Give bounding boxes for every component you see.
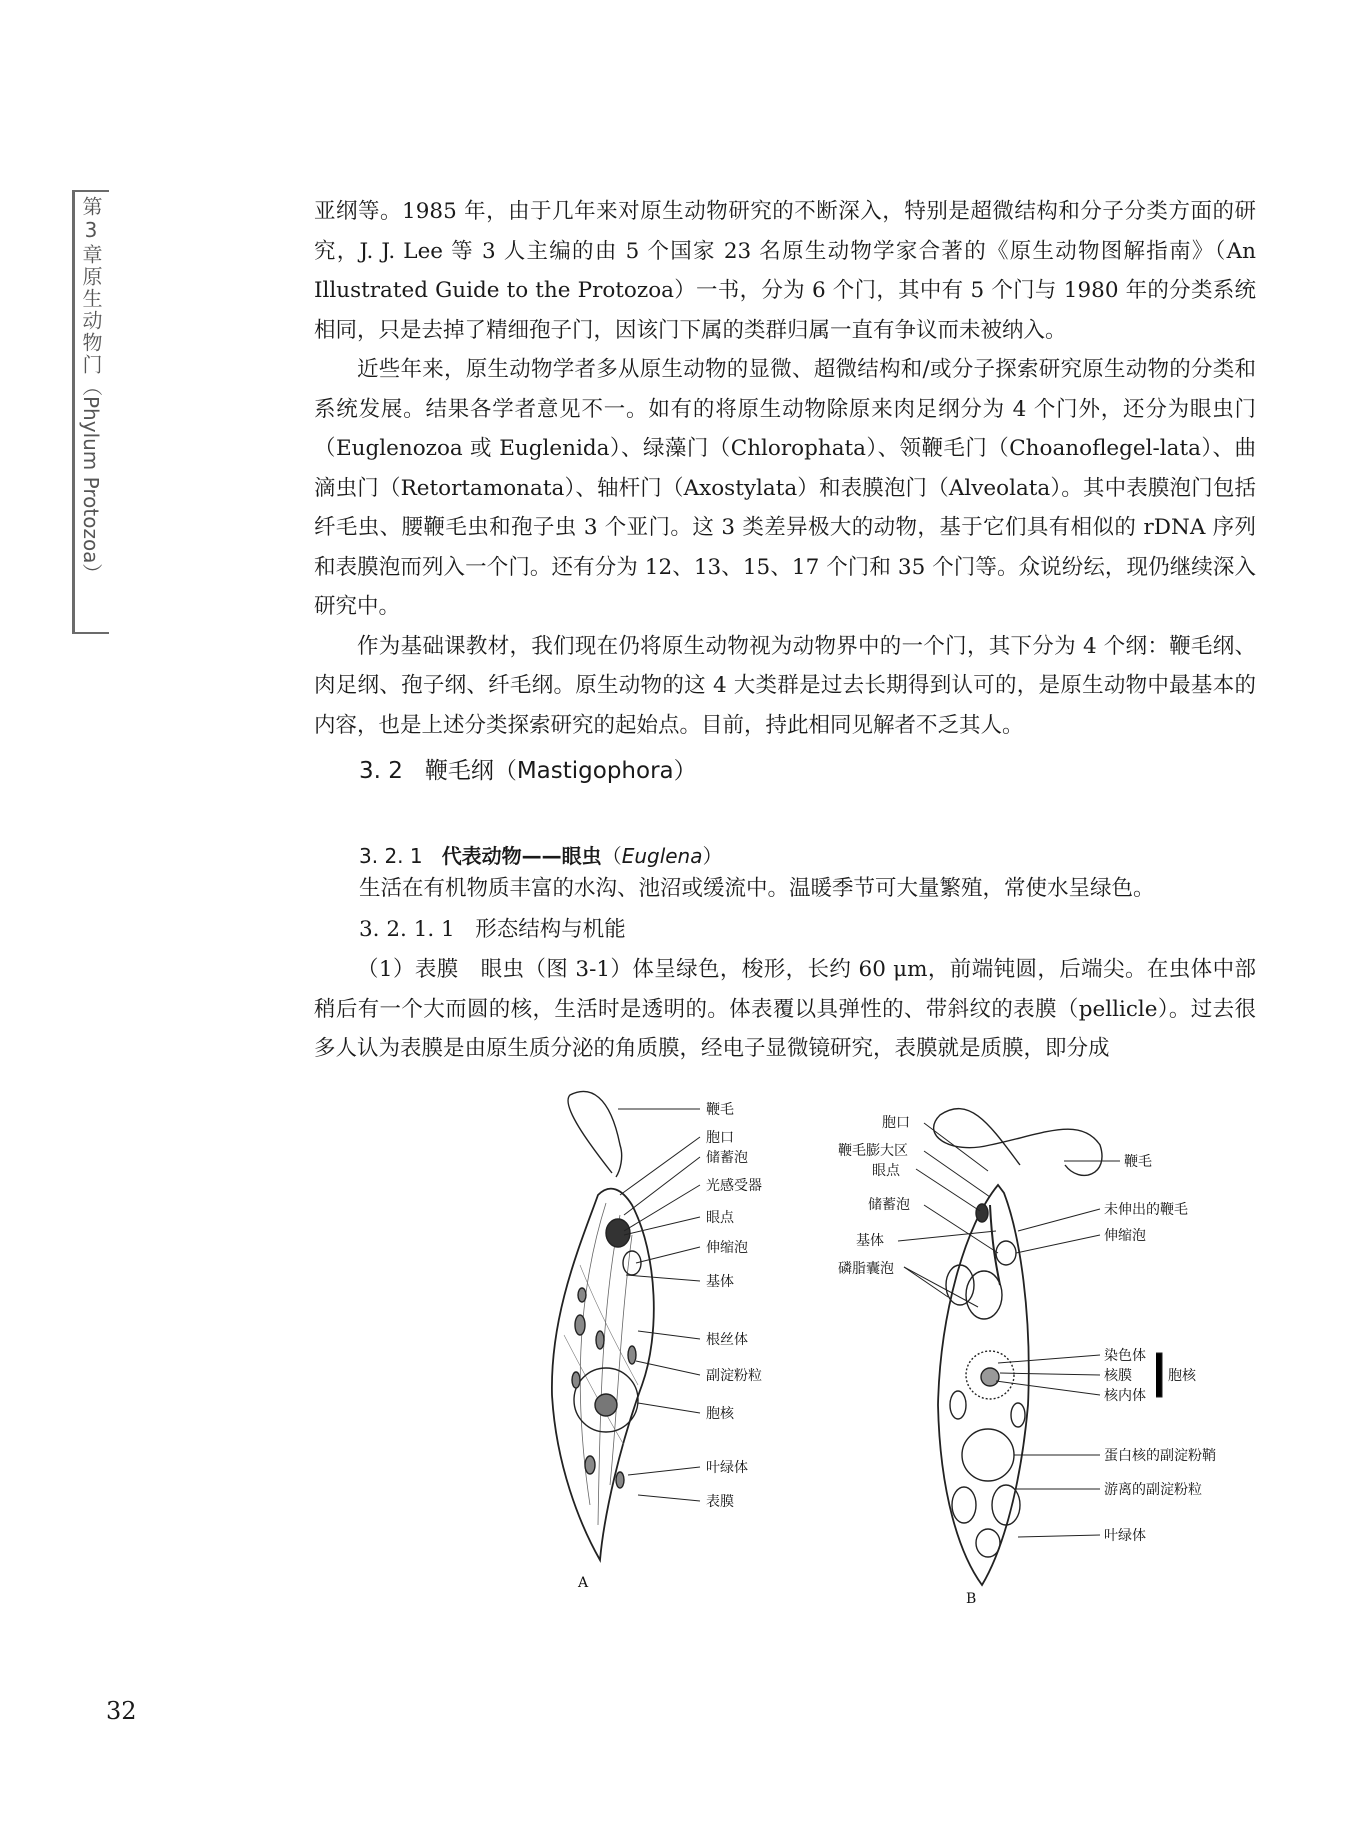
text-line: 近些年来，原生动物学者多从原生动物的显微、超微结构和/或分子探索研究原生动物 xyxy=(357,357,1170,382)
text-line: 作为基础课教材，我们现在仍将原生动物视为动物界中的一个门，其下分为 4 个纲：鞭 xyxy=(357,633,1191,659)
text-line: 物中最基本的内容，也是上述分类探索研究的起始点。目前，持此相同见解者不乏其人。 xyxy=(314,673,1256,738)
fig-panel-a-letter: A xyxy=(578,1575,589,1591)
chapter-side-text xyxy=(76,196,106,583)
text-line: 的研究，J. J. Lee 等 3 人主编的由 5 个国家 23 名原生动物学家合著的《原生动物图解指南》 xyxy=(314,199,1256,264)
panel-a-leader-lines xyxy=(618,1109,700,1501)
fig-b-label: 核膜 xyxy=(1104,1368,1132,1384)
panel-b-drawing xyxy=(934,1109,1102,1585)
fig-a-label: 储蓄泡 xyxy=(706,1150,748,1166)
fig-a-label: 鞭毛 xyxy=(706,1102,734,1118)
fig-b-label: 未伸出的鞭毛 xyxy=(1104,1202,1188,1218)
panel-a-labels xyxy=(577,1101,762,1591)
euglena-figure xyxy=(520,1085,1280,1605)
text-line: 的分类和系统发展。结果各学者意见不一。如有的将原生动物除原来肉足纲分为 4 个门外， xyxy=(314,357,1256,422)
section-title: 鞭毛纲（Mastigophora） xyxy=(424,758,697,784)
fig-a-label: 副淀粉粒 xyxy=(706,1368,762,1384)
text-line: lata）、曲滴虫门（Retortamonata）、轴杆门（Axostylata）和表膜泡门（Alveolata）。其中表膜 xyxy=(314,436,1257,501)
habitat-line: 生活在有机物质丰富的水沟、池沼或缓流中。温暖季节可大量繁殖，常使水呈绿色。 xyxy=(359,876,1155,901)
text-line: 的 rDNA 序列和表膜泡而列入一个门。还有分为 12、13、15、17 个门和 35 个门等。众说纷 xyxy=(314,515,1256,580)
text-line: 相同，只是去掉了精细孢子门，因该门下属的类群归属一直有争议而未被纳入。 xyxy=(314,317,1067,343)
panel-b-leader-lines xyxy=(898,1123,1162,1537)
fig-b-label: 叶绿体 xyxy=(1104,1528,1146,1544)
fig-a-label: 基体 xyxy=(706,1274,734,1290)
fig-a-label: 表膜 xyxy=(706,1494,734,1510)
chapter-title-zh: 原生动物门 xyxy=(79,266,103,376)
fig-b-label: 伸缩泡 xyxy=(1104,1228,1146,1244)
chapter-number: 第3章 xyxy=(79,196,103,266)
paragraph-2 xyxy=(314,350,1256,627)
fig-a-label: 眼点 xyxy=(706,1210,734,1226)
fig-b-label: 核内体 xyxy=(1104,1388,1146,1404)
section-number: 3. 2 xyxy=(359,758,403,784)
section-title-latin: Euglena xyxy=(621,844,703,868)
fig-b-label: 游离的副淀粉粒 xyxy=(1104,1482,1202,1498)
paragraph-4 xyxy=(314,950,1256,1069)
text-line: 过去很多人认为表膜是由原生质分泌的角质膜，经电子显微镜研究，表膜就是质膜，即分成 xyxy=(314,996,1256,1061)
fig-b-label: 染色体 xyxy=(1104,1348,1146,1364)
panel-a-drawing xyxy=(552,1092,654,1560)
fig-a-label: 叶绿体 xyxy=(706,1460,748,1476)
section-heading-3-2-1: 3. 2. 1 代表动物——眼虫（Euglena） xyxy=(359,844,723,868)
text-line: 纭，现仍继续深入研究中。 xyxy=(314,554,1256,619)
text-line: 亚纲等。1985 年，由于几年来对原生动物研究的不断深入，特别是超微结构和分子分类方面 xyxy=(314,199,1213,224)
text-line: 毛纲、肉足纲、孢子纲、纤毛纲。原生动物的这 4 大类群是过去长期得到认可的，是原生动 xyxy=(314,633,1256,698)
section-title: 形态结构与机能 xyxy=(475,917,626,942)
fig-b-label: 磷脂囊泡 xyxy=(838,1261,894,1277)
text-line: （An Illustrated Guide to the Protozoa）一书，分为 6 个门，其中有 5 个门与 1980 年的分类系统 xyxy=(314,238,1256,303)
paragraph-3 xyxy=(314,627,1256,746)
fig-a-label: 胞核 xyxy=(706,1406,734,1422)
fig-b-label: 胞口 xyxy=(882,1115,910,1131)
body-text-block xyxy=(314,192,1256,745)
fig-panel-b-letter: B xyxy=(966,1591,977,1605)
section-number: 3. 2. 1 xyxy=(359,844,423,868)
text-line: 中部稍后有一个大而圆的核，生活时是透明的。体表覆以具弹性的、带斜纹的表膜（pellicle）。 xyxy=(314,957,1256,1022)
section-heading-3-2 xyxy=(359,752,697,785)
fig-b-label: 鞭毛膨大区 xyxy=(838,1143,908,1159)
page-number: 32 xyxy=(106,1697,137,1725)
fig-a-label: 胞口 xyxy=(706,1130,734,1146)
fig-b-label: 鞭毛 xyxy=(1124,1154,1152,1170)
text-line: 泡门包括纤毛虫、腰鞭毛虫和孢子虫 3 个亚门。这 3 类差异极大的动物，基于它们具有相似 xyxy=(314,475,1256,540)
paragraph-4-block xyxy=(314,950,1256,1069)
fig-b-label: 眼点 xyxy=(872,1163,900,1179)
fig-b-label: 储蓄泡 xyxy=(868,1197,910,1213)
fig-b-label: 蛋白核的副淀粉鞘 xyxy=(1104,1448,1216,1464)
text-line: （1）表膜 眼虫（图 3-1）体呈绿色，梭形，长约 60 μm，前端钝圆，后端尖。在虫体 xyxy=(357,957,1213,982)
fig-b-label: 基体 xyxy=(856,1233,884,1249)
fig-b-label: 胞核 xyxy=(1168,1368,1196,1384)
fig-a-label: 伸缩泡 xyxy=(706,1240,748,1256)
section-number: 3. 2. 1. 1 xyxy=(359,917,455,942)
fig-a-label: 光感受器 xyxy=(706,1178,762,1194)
text-line: 还分为眼虫门（Euglenozoa 或 Euglenida）、绿藻门（Chlorophata）、领鞭毛门（Choanoflegel- xyxy=(314,396,1256,461)
section-title: 代表动物——眼虫 xyxy=(441,844,602,868)
fig-a-label: 根丝体 xyxy=(706,1332,748,1348)
paragraph-1 xyxy=(314,192,1256,350)
section-heading-3-2-1-1 xyxy=(359,914,626,946)
chapter-title-en: （Phylum Protozoa） xyxy=(79,376,103,584)
